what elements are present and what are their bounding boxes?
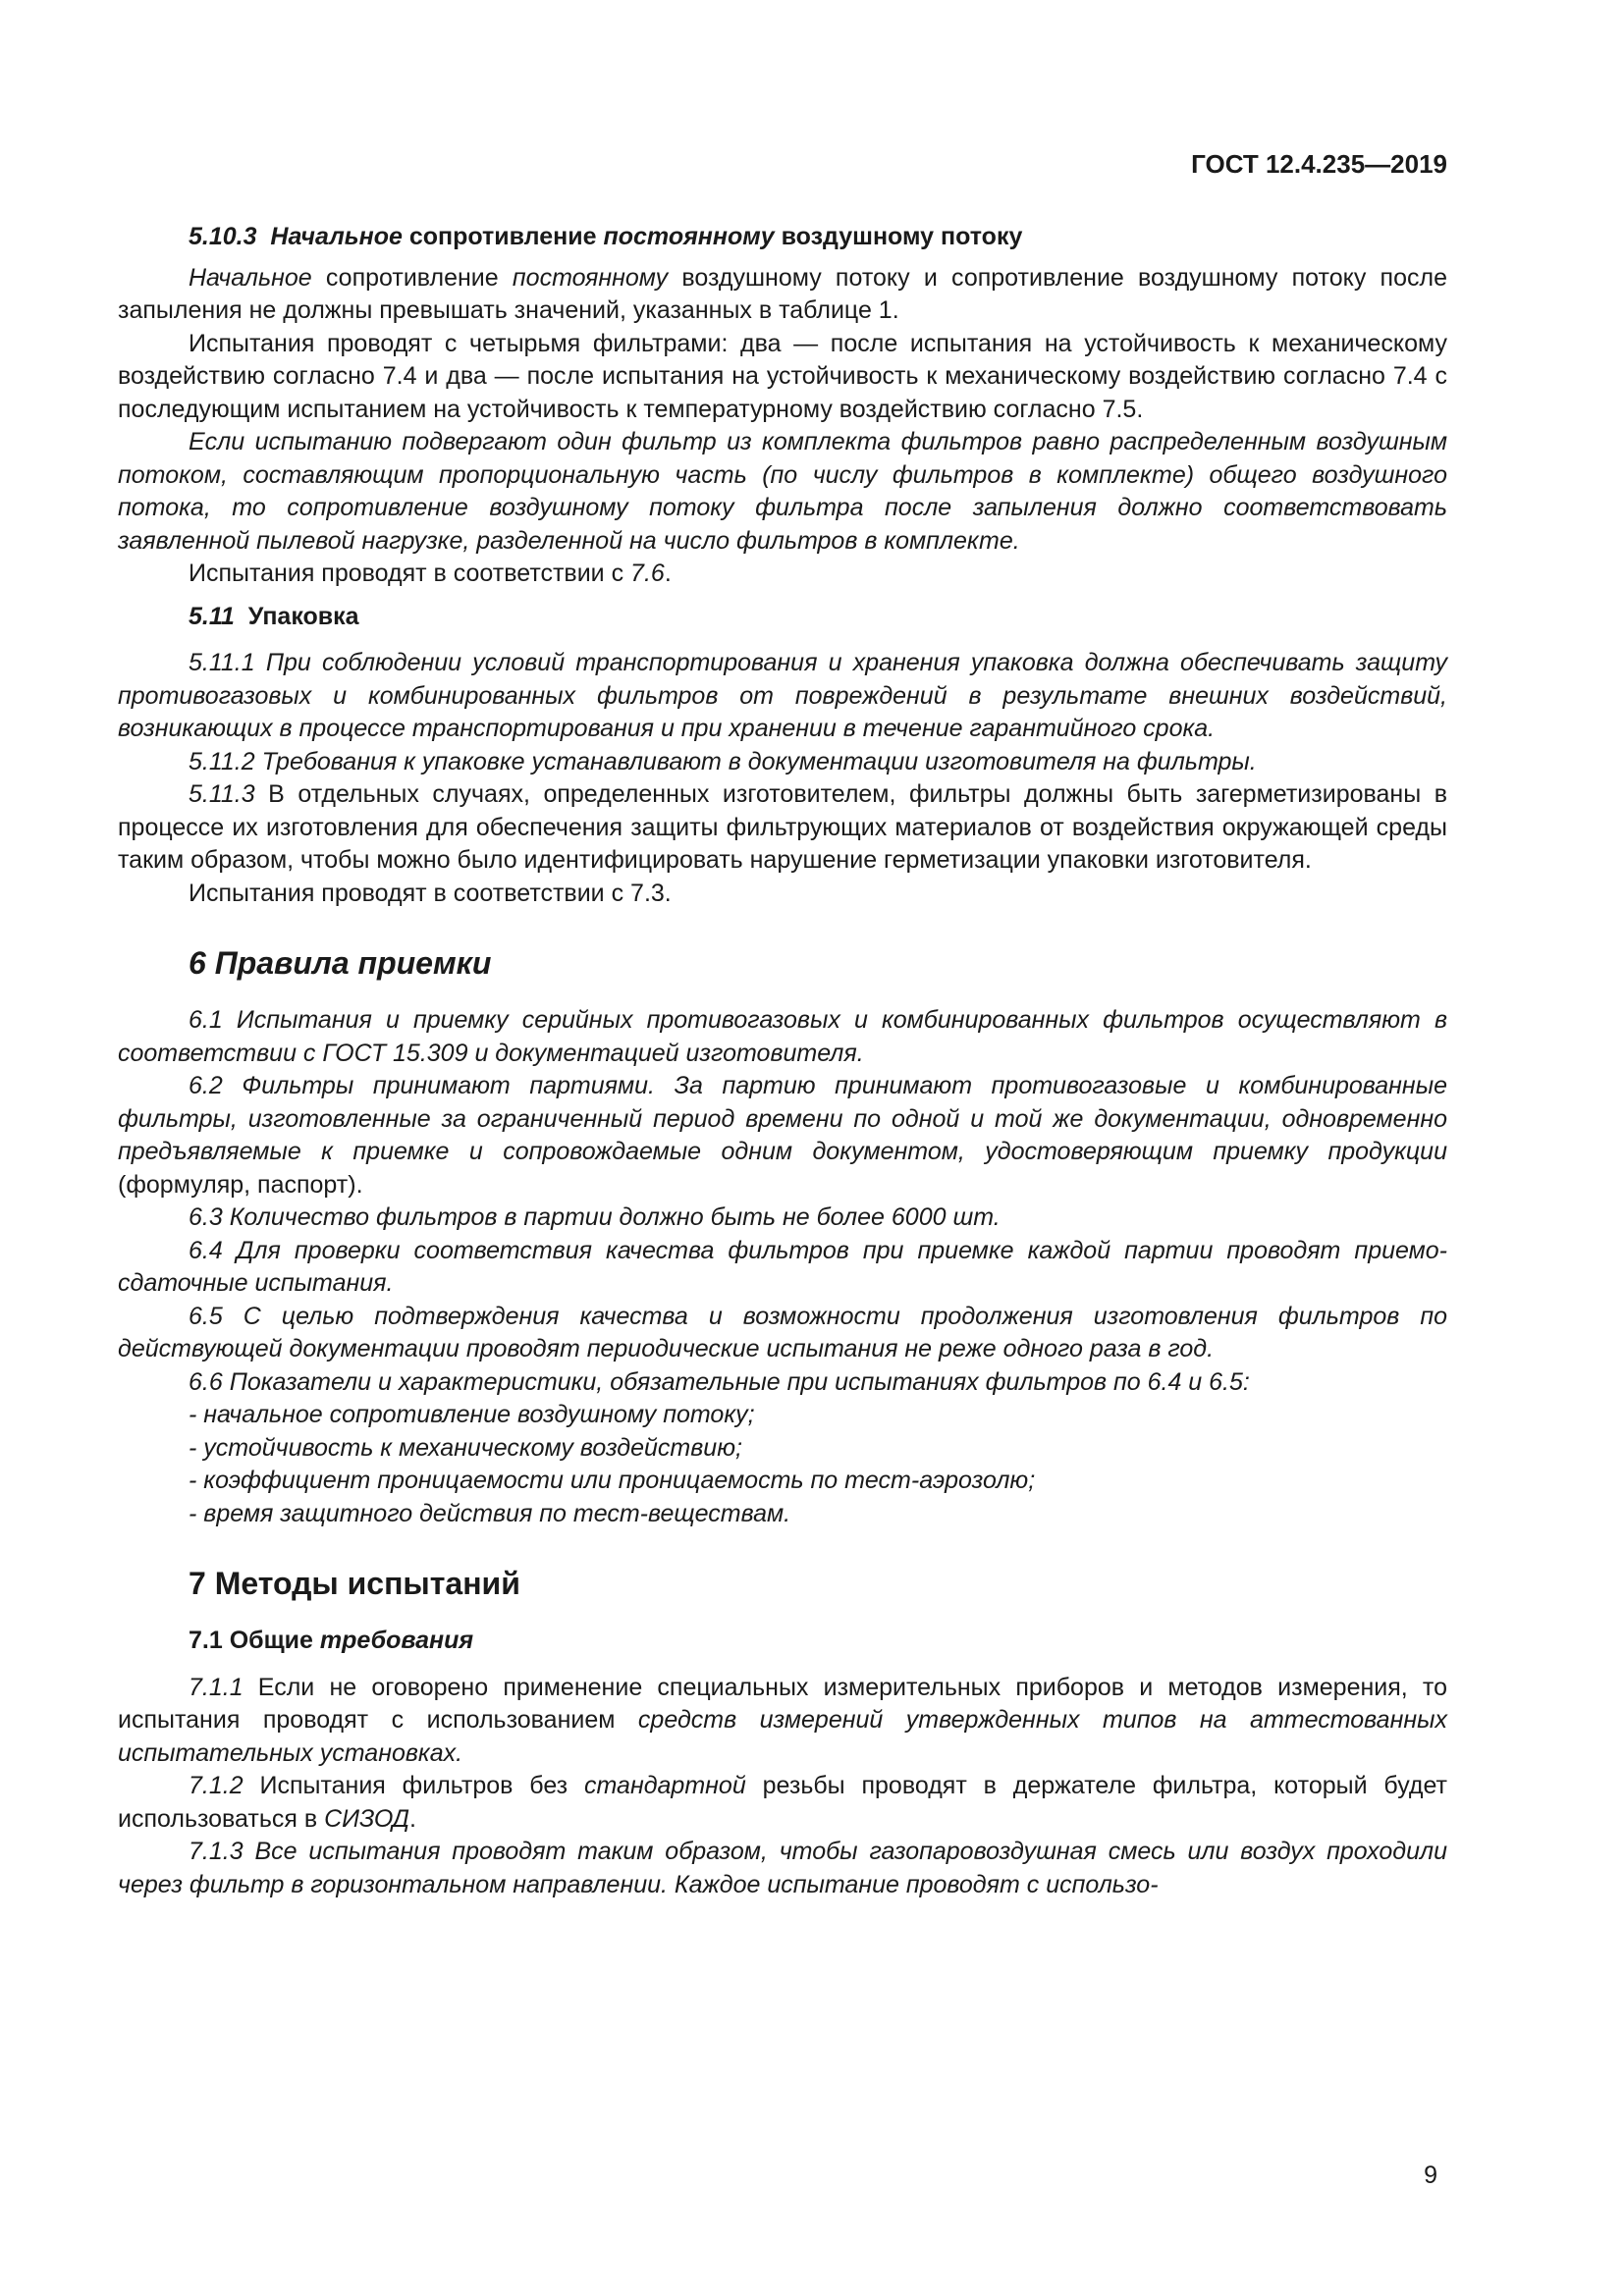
paragraph-6-5: 6.5 С целью подтверждения качества и возможности продолжения изготовления фильтров по действующей документации проводят периодические испытания не реже одного раза в год. xyxy=(118,1302,1447,1362)
paragraph-5-10-3-1: Начальное сопротивление постоянному воздушному потоку и сопротивление воздушному потоку после запыления не должны превышать значений, указанных в таблице 1. xyxy=(118,263,1447,324)
paragraph-5-11-3: 5.11.3 В отдельных случаях, определенных изготовителем, фильтры должны быть загерметизированы в процессе их изготовления для обеспечения защиты фильтрующих материалов от воздействия окружающей среды таким образом, чтобы можно было идентифицировать нарушение герметизации упаковки изготовителя. xyxy=(118,780,1447,874)
section-7-title: 7 Методы испытаний xyxy=(189,1566,520,1601)
paragraph-6-2: 6.2 Фильтры принимают партиями. За партию принимают противогазовые и комбинированные фильтры, изготовленные за ограниченный период времени по одной и той же документации, одновременно предъявляемые к приемке и сопровождаемые одним документом, удостоверяющим приемку продукции (формуляр, паспорт). xyxy=(118,1072,1447,1199)
list-item: - начальное сопротивление воздушному потоку; xyxy=(189,1401,755,1428)
list-item: - время защитного действия по тест-веществам. xyxy=(189,1499,791,1527)
paragraph-7-1-1: 7.1.1 Если не оговорено применение специальных измерительных приборов и методов измерения, то испытания проводят с использованием средств измерений утвержденных типов на аттестованных испытательных установках. xyxy=(118,1673,1447,1767)
paragraph-5-11-4: Испытания проводят в соответствии с 7.3. xyxy=(189,879,672,907)
paragraph-5-11-1: 5.11.1 При соблюдении условий транспортирования и хранения упаковка должна обеспечивать защиту противогазовых и комбинированных фильтров от повреждений в результате внешних воздействий, возникающих в процессе транспортирования и при хранении в течение гарантийного срока. xyxy=(118,649,1447,742)
paragraph-6-1: 6.1 Испытания и приемку серийных противогазовых и комбинированных фильтров осуществляют в соответствии с ГОСТ 15.309 и документацией изготовителя. xyxy=(118,1006,1447,1067)
paragraph-7-1-2: 7.1.2 Испытания фильтров без стандартной резьбы проводят в держателе фильтра, который будет использоваться в СИЗОД. xyxy=(118,1772,1447,1833)
paragraph-5-10-3-4: Испытания проводят в соответствии с 7.6. xyxy=(189,560,672,587)
paragraph-6-6: 6.6 Показатели и характеристики, обязательные при испытаниях фильтров по 6.4 и 6.5: xyxy=(189,1367,1250,1396)
heading-5-11: 5.11 Упаковка xyxy=(189,602,359,630)
section-6-title: 6 Правила приемки xyxy=(189,945,492,981)
paragraph-5-11-2: 5.11.2 Требования к упаковке устанавливают в документации изготовителя на фильтры. xyxy=(189,747,1257,775)
paragraph-5-10-3-2: Испытания проводят с четырьмя фильтрами: два — после испытания на устойчивость к механическому воздействию согласно 7.4 и два — после испытания на устойчивость к механическому воздействию согласно 7.4 с последующим испытанием на устойчивость к температурному воздействию согласно 7.5. xyxy=(118,329,1447,423)
list-item: - устойчивость к механическому воздействию; xyxy=(189,1433,742,1462)
page-body xyxy=(118,221,1447,1901)
paragraph-5-10-3-3: Если испытанию подвергают один фильтр из комплекта фильтров равно распределенным воздушным потоком, составляющим пропорциональную часть (по числу фильтров в комплекте) общего воздушного потока, то сопротивление воздушному потоку фильтра после запыления должно соответствовать заявленной пылевой нагрузке, разделенной на число фильтров в комплекте. xyxy=(118,428,1447,555)
list-item: - коэффициент проницаемости или проницаемость по тест-аэрозолю; xyxy=(189,1467,1036,1494)
paragraph-7-1-3: 7.1.3 Все испытания проводят таким образом, чтобы газопаровоздушная смесь или воздух проходили через фильтр в горизонтальном направлении. Каждое испытание проводят с использо- xyxy=(118,1838,1447,1898)
page-number: 9 xyxy=(1424,2162,1437,2189)
heading-7-1: 7.1 Общие требования xyxy=(189,1627,474,1654)
heading-5-10-3: 5.10.3 Начальное сопротивление постоянному воздушному потоку xyxy=(189,223,1023,250)
paragraph-6-4: 6.4 Для проверки соответствия качества фильтров при приемке каждой партии проводят приемо-сдаточные испытания. xyxy=(118,1236,1447,1297)
paragraph-6-3: 6.3 Количество фильтров в партии должно быть не более 6000 шт. xyxy=(189,1203,1001,1231)
standard-designation: ГОСТ 12.4.235—2019 xyxy=(1191,149,1447,179)
